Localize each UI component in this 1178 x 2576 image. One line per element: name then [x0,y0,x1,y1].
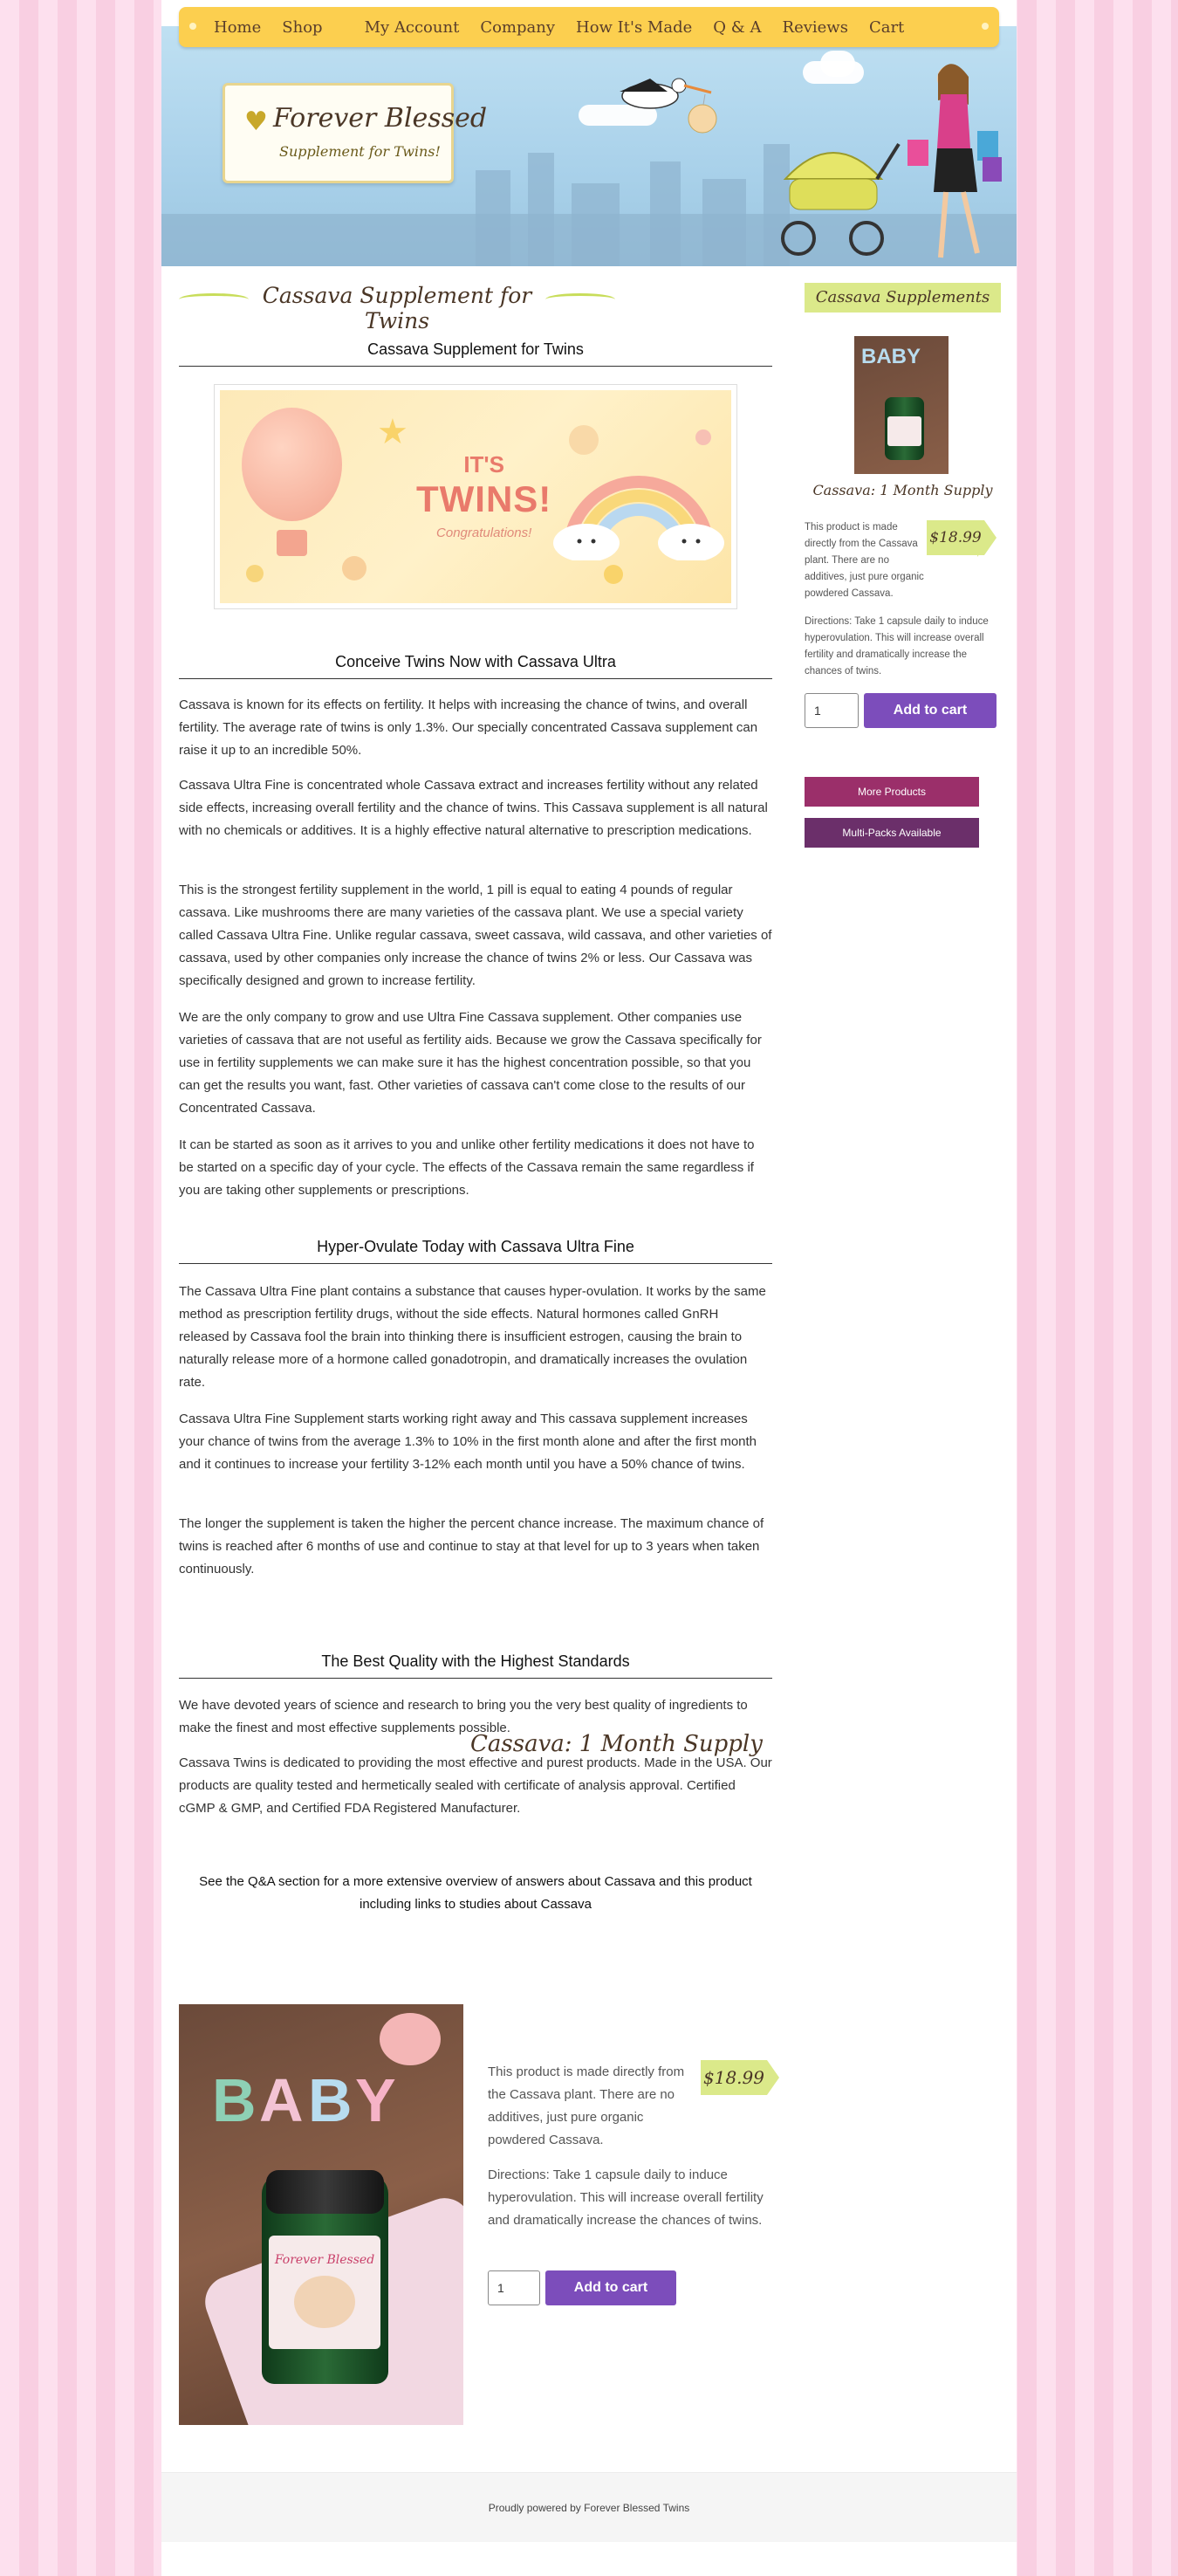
product-directions: Directions: Take 1 capsule daily to induce hyperovulation. This will increase overall fertility and dramatically increase the chances of twins. [488,2167,764,2228]
sidebar-product-description: This product is made directly from the Cassava plant. There are no additives, just pure organic powdered Cassava. [805,522,924,599]
page-title-block [179,278,615,333]
nav-reviews[interactable]: Reviews [782,17,848,37]
logo-banner[interactable] [223,83,488,183]
more-products-button[interactable]: More Products [805,777,979,807]
sidebar-product-image[interactable] [854,336,949,474]
shopper-woman-illustration [907,52,1012,266]
sidebar-product-title[interactable]: Cassava: 1 Month Supply [812,482,993,498]
jar-cap [266,2170,384,2214]
add-to-cart-button[interactable]: Add to cart [545,2270,676,2305]
paragraph: We have devoted years of science and research to bring you the very best quality of ingredients to make the finest and most effective supplements possible. [179,1698,748,1735]
nav-dot [982,23,989,30]
nav-cart[interactable]: Cart [868,17,905,37]
logo-subtitle: Supplement for Twins! [279,143,441,160]
qa-note: See the Q&A section for a more extensive overview of answers about Cassava and this product including links to studies about Cassava [199,1874,752,1912]
nav-qa[interactable]: Q & A [713,17,762,37]
congratulations-text: Congratulations! [436,526,532,540]
decor-ball [604,565,623,584]
nav-how-its-made[interactable]: How It's Made [576,17,693,37]
nav-shop[interactable]: Shop [282,17,323,37]
heading-hyper-ovulate: Hyper-Ovulate Today with Cassava Ultra Fine [179,1238,772,1264]
sidebar-quantity-input[interactable]: 1 [805,693,859,728]
jar-label-text: Forever Blessed [274,2253,375,2267]
baby-letter: A [259,2066,304,2134]
logo-title: Forever Blessed [273,103,488,134]
baby-letter: B [212,2066,257,2134]
multi-packs-button[interactable]: Multi-Packs Available [805,818,979,848]
heart-icon: ♥ [244,106,268,137]
paragraph: We are the only company to grow and use Ultra Fine Cassava supplement. Other companies use varieties of cassava that are not useful as fertility aids. Because we grow the Cassava specifically for use in fertility supplements we can make sure it has the highest concentration possible, so that you can get the results you want, fast. Other varieties of cassava can't come close to the results of our Concentrated Cassava. [179,1010,762,1116]
nav-dot [189,23,196,30]
sidebar-image-baby-text: BABY [861,345,921,368]
product-price: $18.99 [701,2060,767,2095]
paragraph: The Cassava Ultra Fine plant contains a substance that causes hyper-ovulation. It works by the same method as prescription fertility drugs, without the side effects. Natural hormones called GnRH released by Cassava fool the brain into thinking there is insufficient estrogen, causing the brain to naturally release more of a hormone called gonadotropin, and dramatically increases the ovulation rate. [179,1284,766,1390]
stork-icon [602,61,724,140]
city-building [572,183,620,266]
page [161,0,1017,2576]
its-text: IT'S [463,451,504,477]
baby-letter: B [308,2066,353,2134]
sidebar-title: Cassava Supplements [805,283,1001,313]
twins-banner-art [220,390,731,603]
footer-text[interactable]: Proudly powered by Forever Blessed Twins [488,2502,690,2514]
page-title: Cassava Supplement for Twins [262,283,532,333]
sidebar-jar-label [887,416,921,446]
city-building [476,170,510,266]
stroller-icon [772,127,903,266]
site-footer [161,2472,1017,2542]
heading-conceive-twins: Conceive Twins Now with Cassava Ultra [179,653,772,679]
city-building [702,179,746,266]
pacifier-icon [380,2013,441,2065]
decor-ball [342,556,366,580]
sidebar-product-price: $18.99 [927,520,984,555]
nav-home[interactable]: Home [214,17,262,37]
product-title[interactable]: Cassava: 1 Month Supply [470,1731,763,1757]
product-image[interactable] [179,2004,463,2425]
its-twins-text [416,451,551,540]
nav-company[interactable]: Company [480,17,556,37]
rainbow-icon [551,429,726,560]
paragraph: Cassava is known for its effects on fertility. It helps with increasing the chance of twins, and overall fertility. The average rate of twins is only 1.3%. Our specially concentrated Cassava supplement can raise it up to an incredible 50%. [179,697,758,758]
sidebar-product-directions: Directions: Take 1 capsule daily to induce hyperovulation. This will increase overall fertility and dramatically increase the chances of twins. [805,616,989,677]
decor-ball [246,565,264,582]
cloud [820,51,855,77]
paragraph: Cassava Ultra Fine Supplement starts working right away and This cassava supplement increases your chance of twins from the average 1.3% to 10% in the first month alone and after the first month and it continues to increase your fertility 3-12% each month until you have a 50% chance of twins. [179,1412,757,1472]
paragraph: Cassava Ultra Fine is concentrated whole Cassava extract and increases fertility without any related side effects, increasing overall fertility and the chance of twins. This Cassava supplement is all natural with no chemicals or additives. It is a highly effective natural alternative to prescription medications. [179,778,768,838]
twins-text: TWINS! [416,478,552,519]
paragraph: The longer the supplement is taken the higher the percent chance increase. The maximum chance of twins is reached after 6 months of use and continue to stay at that level for up to 3 years when taken continuously. [179,1516,764,1577]
site-header [161,26,1017,266]
product-description: This product is made directly from the Cassava plant. There are no additives, just pure organic powdered Cassava. [488,2064,685,2147]
baby-letter: Y [355,2066,396,2134]
paragraph: It can be started as soon as it arrives to you and unlike other fertility medications it does not have to be started on a specific day of your cycle. The effects of the Cassava remain the same regardless if you are taking other supplements or prescriptions. [179,1137,755,1198]
paragraph: This is the strongest fertility supplement in the world, 1 pill is equal to eating 4 pounds of regular cassava. Like mushrooms there are many varieties of the cassava plant. We use a special variety called Cassava Ultra Fine. Unlike regular cassava, sweet cassava, wild cassava, and other varieties of cassava, used by other companies only increase the chance of twins 2% or less. Our Cassava was specifically designed and grown to increase fertility. [179,883,772,988]
heading-cassava-supplement: Cassava Supplement for Twins [179,340,772,367]
jar-label [269,2236,380,2349]
hot-air-balloon-icon [242,408,342,521]
product-quantity-input[interactable]: 1 [488,2270,540,2305]
nav-my-account[interactable]: My Account [364,17,460,37]
paragraph: Cassava Twins is dedicated to providing the most effective and purest products. Made in the USA. Our products are quality tested and hermetically sealed with certificate of analysis approval. Certified cGMP & GMP, and Certified FDA Registered Manufacturer. [179,1755,772,1816]
star-icon: ★ [377,412,408,452]
flourish-right [545,293,615,306]
city-building [528,153,554,266]
city-building [650,161,681,266]
balloon-basket [277,530,307,556]
sidebar-add-to-cart-button[interactable]: Add to cart [864,693,997,728]
jar-label-photo [294,2276,355,2328]
twins-banner-image [214,384,737,609]
heading-best-quality: The Best Quality with the Highest Standards [179,1652,772,1679]
main-nav [179,7,999,47]
